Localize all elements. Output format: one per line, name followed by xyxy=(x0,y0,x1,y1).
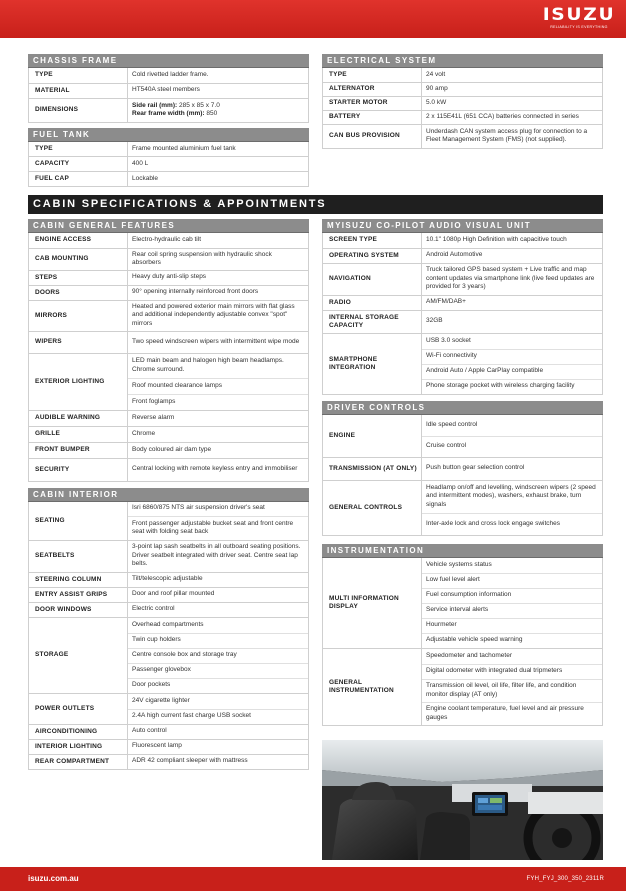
spec-value: 90° opening internally reinforced front doors xyxy=(132,288,259,296)
table-row xyxy=(29,248,309,270)
spec-label: STEPS xyxy=(29,270,128,285)
spec-value: Cold rivetted ladder frame. xyxy=(132,71,209,79)
spec-value: Adjustable vehicle speed warning xyxy=(422,633,602,648)
spec-label: REAR COMPARTMENT xyxy=(29,754,128,769)
spec-value: Reverse alarm xyxy=(132,413,175,421)
table-row xyxy=(323,96,603,110)
spec-label: OPERATING SYSTEM xyxy=(323,248,422,263)
spec-value: Electro-hydraulic cab tilt xyxy=(132,236,201,244)
spec-label: SMARTPHONE INTEGRATION xyxy=(323,333,422,394)
spec-label: SECURITY xyxy=(29,458,128,481)
left-top-column xyxy=(28,54,309,187)
spec-value: Overhead compartments xyxy=(132,620,204,628)
spec-label: ENGINE ACCESS xyxy=(29,233,128,248)
table-row xyxy=(29,724,309,739)
spec-label: SEATING xyxy=(29,502,128,541)
spec-value: Push button gear selection control xyxy=(426,464,525,472)
spec-value: Transmission oil level, oil life, filter life, and condition monitor display (AT only) xyxy=(422,679,602,702)
spec-value: Engine coolant temperature, fuel level and air pressure gauges xyxy=(422,702,602,725)
spec-label: AUDIBLE WARNING xyxy=(29,410,128,426)
spec-label: DOOR WINDOWS xyxy=(29,602,128,617)
spec-value: Wi-Fi connectivity xyxy=(422,349,602,364)
spec-value: Vehicle systems status xyxy=(426,560,492,568)
spec-value: Twin cup holders xyxy=(128,633,308,648)
spec-value: Heavy duty anti-slip steps xyxy=(132,273,207,281)
side-rail-value: 285 x 85 x 7.0 xyxy=(178,101,220,109)
isuzu-logo[interactable] xyxy=(542,5,616,30)
table-row xyxy=(29,98,309,122)
table-row xyxy=(29,739,309,754)
cabin-specifications-banner: CABIN SPECIFICATIONS & APPOINTMENTS xyxy=(28,195,603,214)
cabin-interior-heading: CABIN INTERIOR xyxy=(28,488,309,502)
spec-value: Roof mounted clearance lamps xyxy=(128,378,308,394)
spec-label: TRANSMISSION (AT ONLY) xyxy=(323,457,422,480)
spec-label: SCREEN TYPE xyxy=(323,233,422,248)
spec-value: Isri 6860/875 NTS air suspension driver's seat xyxy=(132,504,265,512)
driver-controls-table xyxy=(322,415,603,536)
spec-value: Rear coil spring suspension with hydraulic shock absorbers xyxy=(132,250,272,266)
spec-value: Front foglamps xyxy=(128,394,308,410)
spec-label: TYPE xyxy=(29,142,128,157)
spec-value: Door pockets xyxy=(128,678,308,693)
spec-value: Hourmeter xyxy=(422,618,602,633)
table-row xyxy=(29,754,309,769)
spec-value: Phone storage pocket with wireless charging facility xyxy=(422,379,602,394)
driver-controls-heading: DRIVER CONTROLS xyxy=(322,401,603,415)
table-row xyxy=(29,300,309,331)
table-row xyxy=(29,458,309,481)
spec-label: MATERIAL xyxy=(29,83,128,98)
table-row xyxy=(323,82,603,96)
spec-value: Frame mounted aluminium fuel tank xyxy=(132,144,236,152)
rear-frame-value: 850 xyxy=(206,110,218,117)
cabin-interior-table xyxy=(28,502,309,770)
table-row xyxy=(29,442,309,458)
table-row xyxy=(29,68,309,83)
table-row xyxy=(323,110,603,124)
spec-label: TYPE xyxy=(29,68,128,83)
myisuzu-table xyxy=(322,233,603,395)
spec-value: Electric control xyxy=(132,605,175,613)
spec-label: CAPACITY xyxy=(29,157,128,172)
table-row xyxy=(29,617,309,693)
chassis-frame-heading: CHASSIS FRAME xyxy=(28,54,309,68)
spec-value: AM/FM/DAB+ xyxy=(426,298,466,306)
spec-value: USB 3.0 socket xyxy=(426,336,471,344)
spec-value: ADR 42 compliant sleeper with mattress xyxy=(132,757,248,765)
spec-value: Central locking with remote keyless entry and immobiliser xyxy=(132,465,298,473)
table-row xyxy=(323,457,603,480)
instrumentation-heading: INSTRUMENTATION xyxy=(322,544,603,558)
table-row xyxy=(29,233,309,248)
spec-label: INTERIOR LIGHTING xyxy=(29,739,128,754)
spec-label: WIPERS xyxy=(29,331,128,353)
spec-label: MULTI INFORMATION DISPLAY xyxy=(323,558,422,649)
table-row xyxy=(29,142,309,157)
spec-value: Android Auto / Apple CarPlay compatible xyxy=(422,364,602,379)
spec-value: Fuel consumption information xyxy=(422,588,602,603)
fuel-tank-heading: FUEL TANK xyxy=(28,128,309,142)
spec-label: ALTERNATOR xyxy=(323,82,422,96)
right-top-column xyxy=(322,54,603,149)
table-row xyxy=(29,270,309,285)
table-row xyxy=(29,157,309,172)
table-row xyxy=(29,426,309,442)
table-row xyxy=(29,693,309,724)
spec-value: HT540A steel members xyxy=(132,86,200,94)
spec-label: POWER OUTLETS xyxy=(29,693,128,724)
spec-label: CAB MOUNTING xyxy=(29,248,128,270)
left-bottom-column xyxy=(28,219,309,770)
spec-value: 24V cigarette lighter xyxy=(132,696,190,704)
spec-label: STEERING COLUMN xyxy=(29,572,128,587)
table-row xyxy=(323,263,603,295)
spec-value: Service interval alerts xyxy=(422,603,602,618)
table-row xyxy=(323,248,603,263)
spec-label: TYPE xyxy=(323,68,422,82)
spec-value: Door and roof pillar mounted xyxy=(132,590,215,598)
cabin-general-heading: CABIN GENERAL FEATURES xyxy=(28,219,309,233)
cabin-interior-photo xyxy=(322,740,603,860)
spec-value: Truck tailored GPS based system + Live traffic and map content updates via smartphone link (live feed updates are provided for 3 years) xyxy=(426,266,595,291)
spec-value: Headlamp on/off and levelling, windscreen wipers (2 speed and intermittent modes), washers, exhaust brake, turn signals xyxy=(426,483,596,508)
table-row xyxy=(29,172,309,187)
spec-value: Lockable xyxy=(132,174,159,182)
spec-value: Tilt/telescopic adjustable xyxy=(132,575,203,583)
spec-value: Chrome xyxy=(132,429,156,437)
electrical-system-table xyxy=(322,68,603,149)
spec-label: CAN BUS PROVISION xyxy=(323,124,422,148)
spec-label: INTERNAL STORAGE CAPACITY xyxy=(323,310,422,333)
spec-value: Inter-axle lock and cross lock engage switches xyxy=(422,513,602,535)
table-row xyxy=(323,558,603,649)
table-row xyxy=(29,602,309,617)
fuel-tank-table xyxy=(28,142,309,188)
spec-value: Digital odometer with integrated dual tripmeters xyxy=(422,664,602,679)
spec-label: DOORS xyxy=(29,285,128,300)
spec-value: Auto control xyxy=(132,727,167,735)
table-row xyxy=(29,285,309,300)
cabin-interior-illustration xyxy=(322,740,603,860)
spec-value: Speedometer and tachometer xyxy=(426,651,512,659)
table-row xyxy=(323,124,603,148)
table-row xyxy=(323,648,603,725)
spec-label: NAVIGATION xyxy=(323,263,422,295)
logo-wordmark: ISUZU xyxy=(542,5,616,25)
spec-label: ENTRY ASSIST GRIPS xyxy=(29,587,128,602)
myisuzu-heading: MYISUZU CO-PILOT AUDIO VISUAL UNIT xyxy=(322,219,603,233)
spec-value: Idle speed control xyxy=(426,420,478,428)
spec-value: 90 amp xyxy=(426,84,448,92)
spec-value: 32GB xyxy=(426,317,443,325)
table-row xyxy=(323,295,603,310)
spec-value xyxy=(128,100,308,121)
electrical-system-heading: ELECTRICAL SYSTEM xyxy=(322,54,603,68)
table-row xyxy=(29,410,309,426)
spec-value: Cruise control xyxy=(422,436,602,457)
instrumentation-table xyxy=(322,558,603,726)
spec-label: RADIO xyxy=(323,295,422,310)
spec-value: 2.4A high current fast charge USB socket xyxy=(128,709,308,724)
spec-label: MIRRORS xyxy=(29,300,128,331)
spec-value: Body coloured air dam type xyxy=(132,445,212,453)
table-row xyxy=(29,502,309,541)
table-row xyxy=(323,415,603,458)
table-row xyxy=(29,587,309,602)
spec-label: GRILLE xyxy=(29,426,128,442)
logo-tagline: RELIABILITY IS EVERYTHING xyxy=(550,25,608,29)
table-row xyxy=(323,68,603,82)
spec-value: 5.0 kW xyxy=(426,98,447,106)
spec-value: Centre console box and storage tray xyxy=(128,648,308,663)
spec-value: Two speed windscreen wipers with intermittent wipe mode xyxy=(132,337,300,345)
cabin-general-table xyxy=(28,233,309,482)
spec-label: SEATBELTS xyxy=(29,540,128,572)
chassis-frame-table xyxy=(28,68,309,123)
footer-website-link[interactable]: isuzu.com.au xyxy=(28,874,79,883)
side-rail-label: Side rail (mm): xyxy=(132,101,178,109)
spec-label: ENGINE xyxy=(323,415,422,458)
spec-value: Heated and powered exterior main mirrors with flat glass and additional independently adjustable convex "spot" mirrors xyxy=(132,302,295,327)
spec-label: GENERAL INSTRUMENTATION xyxy=(323,648,422,725)
table-row xyxy=(323,310,603,333)
table-row xyxy=(323,480,603,535)
spec-value: 400 L xyxy=(132,159,149,167)
spec-value: Android Automotive xyxy=(426,251,483,259)
rear-frame-label: Rear frame width (mm): xyxy=(132,110,205,117)
footer-document-code: FYH_FYJ_300_350_2311R xyxy=(526,876,604,882)
right-bottom-column xyxy=(322,219,603,726)
spec-value: Front passenger adjustable bucket seat and front centre seat with folding seat back xyxy=(128,516,308,540)
table-row xyxy=(29,331,309,353)
spec-label: FUEL CAP xyxy=(29,172,128,187)
table-row xyxy=(323,333,603,394)
spec-value: 2 x 115E41L (651 CCA) batteries connected in series xyxy=(426,112,579,120)
spec-label: AIRCONDITIONING xyxy=(29,724,128,739)
spec-label: DIMENSIONS xyxy=(29,98,128,122)
spec-value: Underdash CAN system access plug for connection to a Fleet Management System (FMS) (not supplied). xyxy=(426,127,588,143)
spec-label: EXTERIOR LIGHTING xyxy=(29,353,128,410)
table-row xyxy=(29,83,309,98)
spec-value: Passenger glovebox xyxy=(128,663,308,678)
table-row xyxy=(29,353,309,410)
header-bar xyxy=(0,0,626,38)
spec-value: LED main beam and halogen high beam headlamps. Chrome surround. xyxy=(132,357,284,373)
spec-label: FRONT BUMPER xyxy=(29,442,128,458)
spec-label: GENERAL CONTROLS xyxy=(323,480,422,535)
spec-value: Fluorescent lamp xyxy=(132,742,182,750)
table-row xyxy=(323,233,603,248)
spec-label: STARTER MOTOR xyxy=(323,96,422,110)
table-row xyxy=(29,572,309,587)
spec-value: 24 volt xyxy=(426,70,446,78)
spec-value: 3-point lap sash seatbelts in all outboard seating positions. Driver seatbelt integrated with driver seat. Centre seat lap belts. xyxy=(132,543,301,568)
spec-label: STORAGE xyxy=(29,617,128,693)
footer-bar xyxy=(0,867,626,891)
table-row xyxy=(29,540,309,572)
spec-value: Low fuel level alert xyxy=(422,573,602,588)
spec-value: 10.1" 1080p High Definition with capacitive touch xyxy=(426,236,567,244)
spec-label: BATTERY xyxy=(323,110,422,124)
